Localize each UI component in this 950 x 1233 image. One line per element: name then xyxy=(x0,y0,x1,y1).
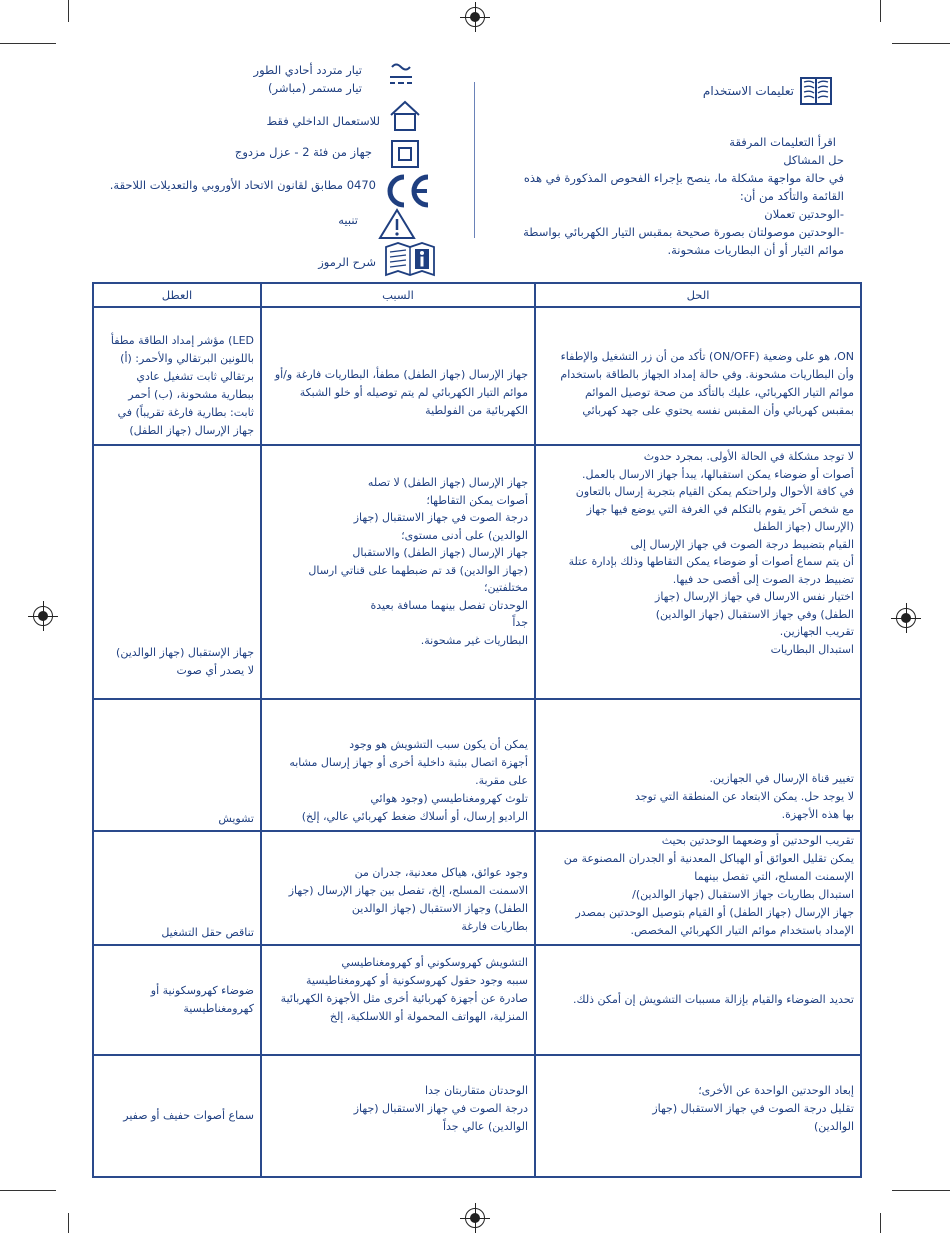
cell-text: الوالدين) على أدنى مستوى؛ xyxy=(401,528,528,542)
table-row xyxy=(93,445,861,699)
fault-cell xyxy=(93,831,261,945)
fault-cell xyxy=(93,699,261,831)
cell-text: تناقص حقل التشغيل xyxy=(161,926,254,939)
cell-text: وأن البطاريات مشحونة. وفي حالة إمداد الجهاز بالطاقة باستخدام xyxy=(560,368,854,381)
cell-text: الإسمنت المسلح، التي تفصل بينهما xyxy=(694,870,854,883)
table-row xyxy=(93,307,861,445)
cell-text: ضوضاء كهروسكونية أو xyxy=(150,984,254,997)
cell-text: جداً xyxy=(512,616,528,629)
cell-text: جهاز الإرسال (جهاز الطفل) مطفأ، البطاريات فارغة و/أو xyxy=(274,368,528,381)
cell-text: سماع أصوات حفيف أو صفير xyxy=(123,1109,254,1122)
fault-cell xyxy=(93,1055,261,1177)
symbol-text: تنبيه xyxy=(338,213,358,227)
cell-text: إبعاد الوحدتين الواحدة عن الأخرى؛ xyxy=(698,1084,854,1097)
cell-text: استبدال البطاريات xyxy=(770,642,854,656)
intro-line: حل المشاكل xyxy=(783,153,844,167)
cell-text: درجة الصوت في جهاز الاستقبال (جهاز xyxy=(353,1102,528,1115)
fault-cell xyxy=(93,307,261,445)
symbol-text: جهاز من فئة 2 - عزل مزدوج xyxy=(234,145,372,159)
cell-text: موائم التيار الكهربائي، عليك بالتأكد من صحة توصيل الموائم xyxy=(585,386,854,399)
header-fault: العطل xyxy=(93,283,261,307)
cause-cell xyxy=(261,699,535,831)
cell-text: البطاريات غير مشحونة. xyxy=(420,633,528,647)
header-cause: السبب xyxy=(261,283,535,307)
ac-dc-current-icon xyxy=(386,61,416,87)
cell-text: الوالدين) عالي جداً xyxy=(442,1120,528,1133)
crop-mark xyxy=(68,0,69,22)
crop-mark xyxy=(68,1213,69,1233)
cell-text: التشويش كهروسكوني أو كهرومغناطيسي xyxy=(341,956,528,969)
cell-text: تغيير قناة الإرسال في الجهازين. xyxy=(709,772,854,785)
cell-text: تلوث كهرومغناطيسي (وجود هوائي xyxy=(370,792,528,805)
cell-text: تقليل درجة الصوت في جهاز الاستقبال (جهاز xyxy=(652,1102,854,1115)
symbol-text: تيار متردد أحادي الطور xyxy=(253,63,362,77)
cell-text: جهاز الإرسال (جهاز الطفل) لا تصله xyxy=(367,476,528,489)
cause-cell xyxy=(261,445,535,699)
cell-text: استبدال بطاريات جهاز الاستقبال (جهاز الوالدين)/ xyxy=(632,888,854,901)
cell-text: الراديو إرسال، أو أسلاك ضغط كهربائي عالي، إلخ) xyxy=(301,810,528,823)
column-divider xyxy=(474,82,475,238)
cause-cell xyxy=(261,831,535,945)
symbol-text: للاستعمال الداخلي فقط xyxy=(266,114,380,128)
cell-text: الكهربائية من الفولطية xyxy=(425,404,528,417)
solution-cell xyxy=(535,945,861,1055)
cell-text: بها هذه الأجهزة. xyxy=(781,808,854,821)
intro-line: موائم التيار أو أن البطاريات مشحونة. xyxy=(667,243,844,257)
intro-line: -الوحدتين تعملان xyxy=(764,207,844,221)
crop-mark xyxy=(0,1190,56,1191)
registration-mark-top xyxy=(465,7,485,27)
cell-text: أن يتم سماع أصوات أو ضوضاء يمكن التقاطها وذلك بإدارة عتلة xyxy=(568,555,854,568)
registration-mark-right xyxy=(896,608,916,628)
intro-line: القائمة والتأكد من أن: xyxy=(739,189,844,203)
solution-cell xyxy=(535,307,861,445)
cell-text: تحديد الضوضاء والقيام بإزالة مسببات التشويش إن أمكن ذلك. xyxy=(573,993,854,1006)
cell-text: يمكن أن يكون سبب التشويش هو وجود xyxy=(349,738,528,751)
symbol-text: 0470 مطابق لقانون الاتحاد الأوروبي والتعديلات اللاحقة. xyxy=(109,178,376,192)
fault-cell xyxy=(93,445,261,699)
cell-text: LED) مؤشر إمداد الطاقة مطفأ xyxy=(110,334,254,347)
symbol-text: تيار مستمر (مباشر) xyxy=(267,81,362,95)
crop-mark xyxy=(892,43,950,44)
cell-text: تقريب الوحدتين أو وضعهما الوحدتين بحيث xyxy=(661,834,854,847)
cell-text: الوحدتان تفصل بينهما مسافة بعيدة xyxy=(370,598,528,612)
cell-text: أصوات يمكن التقاطها؛ xyxy=(426,493,528,507)
cell-text: يمكن تقليل العوائق أو الهياكل المعدنية أو الجدران المصنوعة من xyxy=(563,852,854,865)
cell-text: أصوات أو ضوضاء يمكن استقبالها، يبدأ جهاز الارسال بالعمل. xyxy=(582,467,854,481)
cell-text: (جهاز الوالدين) قد تم ضبطهما على قناتي ارسال xyxy=(308,563,528,577)
cell-text: اختيار نفس الارسال في جهاز الإرسال (جهاز xyxy=(655,590,854,603)
manual-title: تعليمات الاستخدام xyxy=(702,84,794,98)
cell-text: في كافة الأحوال ولراحتكم يمكن القيام بتجربة إرسال بالتعاون xyxy=(575,485,854,498)
symbols-legend xyxy=(100,55,440,285)
registration-mark-left xyxy=(33,606,53,626)
cell-text: مختلفتين؛ xyxy=(483,581,528,594)
solution-cell xyxy=(535,831,861,945)
house-icon xyxy=(388,99,422,133)
crop-mark xyxy=(880,0,881,22)
cell-text: ثابت: بطارية فارغة تقريباً) في xyxy=(117,406,254,419)
symbol-text: شرح الرموز xyxy=(318,255,376,269)
crop-mark xyxy=(0,43,56,44)
intro-line: -الوحدتين موصولتان بصورة صحيحة بمقبس التيار الكهربائي بواسطة xyxy=(523,225,844,239)
cell-text: وجود عوائق، هياكل معدنية، جدران من xyxy=(354,866,528,879)
cell-text: تقريب الجهازين. xyxy=(779,625,854,638)
cell-text: على مقربة. xyxy=(475,774,528,787)
cell-text: جهاز الإرسال (جهاز الطفل) والاستقبال xyxy=(352,546,528,559)
manual-header xyxy=(690,72,850,112)
cell-text: الطفل) وفي جهاز الاستقبال (جهاز الوالدين) xyxy=(655,607,854,621)
header-solution: الحل xyxy=(535,283,861,307)
cause-cell xyxy=(261,945,535,1055)
solution-cell xyxy=(535,1055,861,1177)
cell-text: أجهزة اتصال ببثبة داخلية أخرى أو جهاز إرسال مشابه xyxy=(289,756,528,769)
cell-text: درجة الصوت في جهاز الاستقبال (جهاز xyxy=(353,511,528,524)
cell-text: ON، هو على وضعية (ON/OFF) تأكد من أن زر التشغيل والإطفاء xyxy=(560,350,854,363)
cell-text: جهاز الإستقبال (جهاز الوالدين) xyxy=(116,646,254,659)
warning-icon xyxy=(378,207,416,241)
cell-text: برتقالي ثابت تشغيل عادي xyxy=(136,370,254,383)
intro-text xyxy=(500,133,844,259)
cell-text: المنزلية، الهواتف المحمولة أو اللاسلكية، إلخ xyxy=(329,1010,528,1023)
cell-text: لا توجد مشكلة في الحالة الأولى. بمجرد حدوث xyxy=(643,450,854,463)
cause-cell xyxy=(261,1055,535,1177)
cell-text: كهرومغناطيسية xyxy=(183,1002,254,1015)
cell-text: لا يصدر أي صوت xyxy=(176,664,254,677)
cell-text: تضبيط درجة الصوت إلى أقصى حد فيها. xyxy=(672,572,854,586)
solution-cell xyxy=(535,699,861,831)
cell-text: مع شخص آخر يقوم بالتكلم في الغرفة التي يوضع فيها جهاز xyxy=(586,502,854,516)
cell-text: الطفل) وجهاز الاستقبال (جهاز الوالدين xyxy=(351,902,528,915)
cell-text: القيام بتضبيط درجة الصوت في جهاز الإرسال إلى xyxy=(630,537,854,551)
cell-text: لا يوجد حل. يمكن الابتعاد عن المنطقة التي توجد xyxy=(634,790,854,803)
cell-text: ببطارية مشحونة، (ب) أحمر xyxy=(128,388,254,401)
cell-text: بطاريات فارغة xyxy=(461,920,528,933)
solution-cell xyxy=(535,445,861,699)
cell-text: جهاز الإرسال (جهاز الطفل) أو القيام بتوصيل الوحدتين بمصدر xyxy=(575,906,854,919)
table-row xyxy=(93,831,861,945)
open-book-icon xyxy=(798,74,834,108)
table-row xyxy=(93,945,861,1055)
cell-text: بمقبس كهربائي وأن المقبس نفسه يحتوي على جهد كهربائي xyxy=(582,404,854,417)
table-header-row xyxy=(93,283,861,307)
cell-text: الإمداد باستخدام موائم التيار الكهربائي المخصص. xyxy=(630,924,854,937)
crop-mark xyxy=(892,1190,950,1191)
intro-line: في حالة مواجهة مشكلة ما، ينصح بإجراء الفحوص المذكورة في هذه xyxy=(523,171,844,185)
ce-mark-icon xyxy=(384,171,434,211)
symbol-label xyxy=(254,63,362,95)
fault-cell xyxy=(93,945,261,1055)
troubleshooting-table xyxy=(92,282,862,1178)
cell-text: جهاز الإرسال (جهاز الطفل) xyxy=(129,424,254,437)
cell-text: موائم التيار الكهربائي لم يتم توصيله أو خلو الشبكة xyxy=(299,386,528,399)
cell-text: تشويش xyxy=(218,812,254,825)
registration-mark-bottom xyxy=(465,1208,485,1228)
double-insulation-icon xyxy=(390,139,420,169)
cell-text: صادرة عن أجهزة كهربائية أخرى مثل الأجهزة الكهربائية xyxy=(280,992,528,1005)
cell-text: سببه وجود حقول كهروسكونية أو كهرومغناطيسية xyxy=(306,974,528,987)
table-row xyxy=(93,699,861,831)
cell-text: الاسمنت المسلح، إلخ، تفصل بين جهاز الإرسال (جهاز xyxy=(288,884,528,897)
table-row xyxy=(93,1055,861,1177)
crop-mark xyxy=(880,1213,881,1233)
cell-text: (الإرسال (جهاز الطفل xyxy=(753,520,854,533)
cell-text: باللونين البرتقالي والأحمر: (أ) xyxy=(120,352,254,365)
manual-info-icon xyxy=(384,241,436,277)
cause-cell xyxy=(261,307,535,445)
cell-text: الوحدتان متقاربتان جدا xyxy=(424,1084,528,1097)
cell-text: الوالدين) xyxy=(814,1120,854,1133)
intro-line: اقرأ التعليمات المرفقة xyxy=(729,135,836,149)
